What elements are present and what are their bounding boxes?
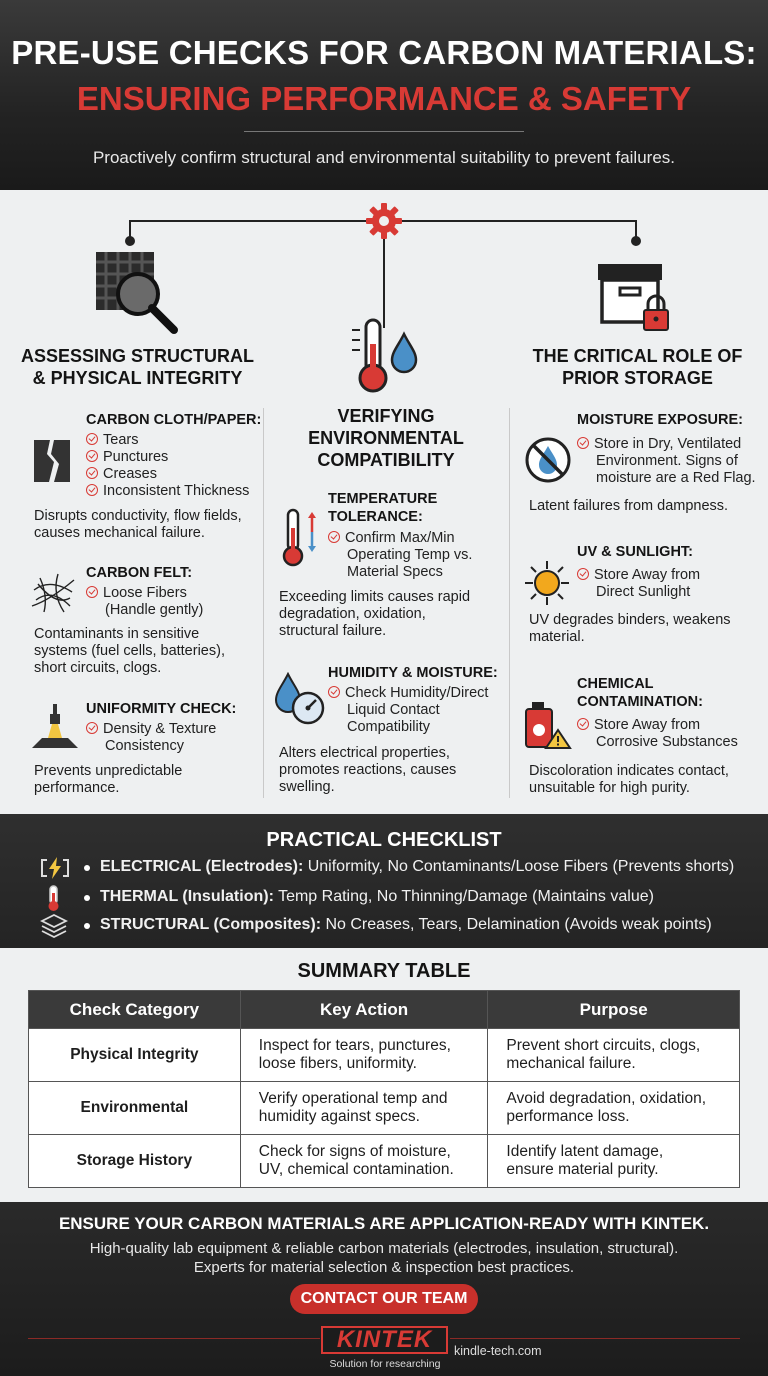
carbon-fabric-magnifier-icon [94,250,184,336]
carbon-felt-title: CARBON FELT: [86,565,193,581]
footer-line1: High-quality lab equipment & reliable carbon materials (electrodes, insulation, structural). [89,1240,679,1257]
checklist-item-thermal [84,888,654,906]
check-label-cont: Consistency [105,738,184,754]
checklist-title: PRACTICAL CHECKLIST [266,829,502,851]
moisture-description: Latent failures from dampness. [529,498,729,514]
tree-node-right [631,236,641,246]
environmental-section-title [272,405,500,471]
cell-line: Inspect for tears, punctures, [258,1037,451,1054]
column-divider-2 [509,408,510,798]
tree-line-center [383,236,385,328]
env-title-line2: ENVIRONMENTAL [308,428,464,448]
uv-description [529,612,731,646]
check-label: Inconsistent Thickness [103,483,250,499]
check-icon [86,484,98,496]
cell-line: mechanical failure. [506,1055,636,1072]
humidity-moisture-title: HUMIDITY & MOISTURE: [328,665,498,681]
inspection-lamp-icon [30,702,80,750]
check-label: Punctures [103,449,169,465]
check-label: Store in Dry, Ventilated [594,436,742,452]
check-icon [86,467,98,479]
felt-description [34,626,225,677]
check-item-dry-storage [577,436,756,487]
website-link[interactable]: kindle-tech.com [454,1344,542,1358]
table-cell-purpose [488,1082,740,1135]
check-item-loose-fibers [86,585,203,619]
cell-line: Verify operational temp and [258,1090,448,1107]
temperature-description [279,589,470,640]
checklist-item-structural [84,916,712,934]
checklist-label: STRUCTURAL (Composites): [100,916,322,933]
desc-line: systems (fuel cells, batteries), [34,643,225,659]
page-title-line2: ENSURING PERFORMANCE & SAFETY [76,80,692,117]
locked-storage-box-icon [596,258,676,334]
check-label-cont: moisture are a Red Flag. [596,470,756,486]
env-title-line3: COMPATIBILITY [317,450,455,470]
cell-line: humidity against specs. [258,1108,420,1125]
humidity-description [279,745,456,796]
storage-section-title [515,345,760,389]
check-icon [86,450,98,462]
desc-line: short circuits, clogs. [34,660,162,676]
gear-icon [364,201,404,241]
table-cell-action [240,1082,488,1135]
table-header-row [29,991,740,1029]
chemical-hazard-icon [524,700,572,750]
check-label-cont: Environment. Signs of [596,453,738,469]
torn-paper-icon [30,436,74,486]
table-cell-category: Physical Integrity [29,1029,241,1082]
column-header: Check Category [29,991,241,1029]
cell-line: ensure material purity. [506,1161,659,1178]
desc-line: Alters electrical properties, [279,745,450,761]
desc-line: performance. [34,780,120,796]
check-item-punctures [86,449,168,466]
check-item-humidity [328,685,488,736]
chemical-contamination-title [577,675,703,711]
footer-title: ENSURE YOUR CARBON MATERIALS ARE APPLICATION-READY WITH KINTEK. [58,1214,710,1233]
structural-title-line1: ASSESSING STRUCTURAL [20,346,254,366]
check-label-cont: (Handle gently) [105,602,204,618]
check-label: Store Away from [594,567,701,583]
cell-line: UV, chemical contamination. [258,1161,454,1178]
check-label: Check Humidity/Direct [345,685,489,701]
desc-line: Exceeding limits causes rapid [279,589,471,605]
practical-checklist [0,814,768,948]
footer-line2: Experts for material selection & inspection best practices. [193,1259,575,1276]
layers-icon [40,912,68,940]
loose-fibers-icon [30,570,76,616]
env-title-line1: VERIFYING [337,406,435,426]
logo-tagline: Solution for researching [329,1358,441,1370]
cell-line: Prevent short circuits, clogs, [506,1037,701,1054]
check-label-cont: Operating Temp vs. [347,547,473,563]
desc-line: structural failure. [279,623,387,639]
page-title-line1: PRE-USE CHECKS FOR CARBON MATERIALS: [11,34,757,71]
check-label-cont: Compatibility [347,719,430,735]
thermometer-water-drop-icon [346,318,422,394]
check-label: Store Away from [594,717,701,733]
check-icon [328,686,340,698]
chem-title-line1: CHEMICAL [577,676,654,692]
chemical-description [529,763,729,797]
desc-line: Disrupts conductivity, flow fields, [34,508,242,524]
no-moisture-icon [524,436,572,484]
desc-line: promotes reactions, causes [279,762,457,778]
check-item-temp [328,530,472,581]
cell-line: Check for signs of moisture, [258,1143,451,1160]
table-cell-category: Storage History [29,1135,241,1188]
table-cell-action [240,1135,488,1188]
check-label: Confirm Max/Min [345,530,455,546]
column-header: Key Action [240,991,488,1029]
column-header: Purpose [488,991,740,1029]
check-icon [86,722,98,734]
check-item-tears [86,432,138,449]
check-label-cont: Material Specs [347,564,443,580]
uniformity-description [34,763,182,797]
footer-rule-right [450,1338,740,1339]
temp-title-line2: TOLERANCE: [328,509,423,525]
table-cell-purpose [488,1135,740,1188]
storage-title-line1: THE CRITICAL ROLE OF [532,346,743,366]
footer-rule-left [28,1338,320,1339]
check-label: Density & Texture [103,721,217,737]
check-icon [577,718,589,730]
checklist-text: Temp Rating, No Thinning/Damage (Maintains value) [273,888,654,905]
column-divider-1 [263,408,264,798]
checklist-text: Uniformity, No Contaminants/Loose Fibers (Prevents shorts) [303,858,735,875]
thermometer-icon [44,884,64,912]
desc-line: unsuitable for high purity. [529,780,690,796]
checklist-text: No Creases, Tears, Delamination (Avoids weak points) [321,916,712,933]
cell-line: loose fibers, uniformity. [258,1055,417,1072]
moisture-exposure-title: MOISTURE EXPOSURE: [577,412,743,428]
uniformity-check-title: UNIFORMITY CHECK: [86,701,237,717]
check-icon [86,586,98,598]
checklist-item-electrical [84,858,734,876]
check-icon [577,568,589,580]
table-row [29,1029,740,1082]
check-label: Loose Fibers [103,585,187,601]
structural-title-line2: & PHYSICAL INTEGRITY [32,368,243,388]
check-item-corrosive [577,717,738,751]
page-subtitle: Proactively confirm structural and environmental suitability to prevent failures. [92,148,676,167]
contact-team-button[interactable]: CONTACT OUR TEAM [290,1284,478,1314]
cloth-description [34,508,242,542]
check-label-cont: Liquid Contact [347,702,440,718]
temperature-arrows-icon [280,508,322,568]
check-item-creases [86,466,157,483]
header-divider [244,131,524,132]
table-row [29,1082,740,1135]
check-icon [86,433,98,445]
desc-line: Discoloration indicates contact, [529,763,729,779]
desc-line: degradation, oxidation, [279,606,426,622]
desc-line: causes mechanical failure. [34,525,205,541]
humidity-gauge-icon [274,672,328,726]
desc-line: swelling. [279,779,335,795]
check-item-sunlight [577,567,700,601]
table-cell-action [240,1029,488,1082]
summary-table-title: SUMMARY TABLE [297,960,471,982]
temp-title-line1: TEMPERATURE [328,491,438,507]
check-icon [577,437,589,449]
storage-title-line2: PRIOR STORAGE [562,368,713,388]
tree-node-left [125,236,135,246]
carbon-cloth-title: CARBON CLOTH/PAPER: [86,412,262,428]
desc-line: Prevents unpredictable [34,763,183,779]
header-banner [0,0,768,190]
sun-icon [524,560,570,606]
table-cell-category: Environmental [29,1082,241,1135]
check-label-cont: Direct Sunlight [596,584,691,600]
chem-title-line2: CONTAMINATION: [577,694,703,710]
table-cell-purpose [488,1029,740,1082]
check-label: Creases [103,466,157,482]
summary-table [28,990,740,1188]
kintek-logo[interactable]: KINTEK [321,1326,448,1354]
check-item-thickness [86,483,249,500]
uv-sunlight-title: UV & SUNLIGHT: [577,544,693,560]
desc-line: material. [529,629,585,645]
temperature-tolerance-title [328,490,437,526]
check-icon [328,531,340,543]
checklist-label: THERMAL (Insulation): [100,888,274,905]
checklist-label: ELECTRICAL (Electrodes): [100,858,304,875]
structural-section-title [10,345,265,389]
check-label-cont: Corrosive Substances [596,734,738,750]
check-label: Tears [103,432,139,448]
check-item-density [86,721,216,755]
cell-line: performance loss. [506,1108,630,1125]
desc-line: UV degrades binders, weakens [529,612,731,628]
desc-line: Contaminants in sensitive [34,626,200,642]
lightning-icon [40,856,70,880]
table-row [29,1135,740,1188]
cell-line: Identify latent damage, [506,1143,664,1160]
cell-line: Avoid degradation, oxidation, [506,1090,707,1107]
